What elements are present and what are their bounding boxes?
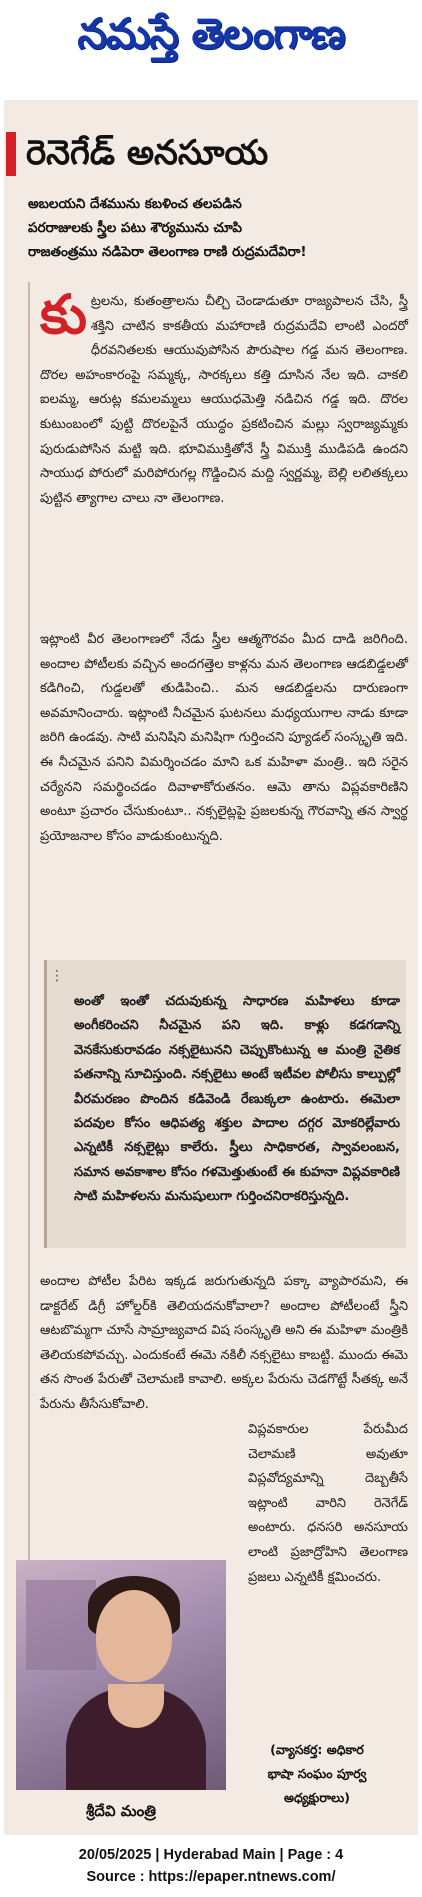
paragraph-1 bbox=[40, 283, 408, 511]
pull-quote-text: అంతో ఇంతో చదువుకున్న సాధారణ మహిళలు కూడా అంగీకరించని నీచమైన పని ఇది. కాళ్లు కడగడాన్ని వెనకేసుకురావడం నక్సలైటునని చెప్పుకొంటున్న ఆ మంత్రి నైతిక పతనాన్ని సూచిస్తుంది. నక్సలైటు అంటే ఇటీవల పోలీసు కాల్పుల్లో వీరమరణం పొందిన కడివెండి రేణుక్కలా ఉంటారు. ఈమెలా పదవుల కోసం ఆధిపత్య శక్తుల పాదాల దగ్గర మోకరిల్లేవారు ఎన్నటికీ నక్సలైట్లు కాలేరు. స్త్రీలు సాధికారత, స్వావలంబన, సమాన అవకాశాల కోసం గళమెత్తుతుంటే ఈ కుహనా విప్లవకారిణి సాటి మహిళలను మనుషులుగా గుర్తించనిరాకరిస్తున్నది. bbox=[74, 994, 400, 1205]
author-byline bbox=[226, 1738, 408, 1810]
author-photo bbox=[16, 1560, 226, 1790]
photo-background-shape bbox=[26, 1580, 96, 1670]
byline-line: భాషా సంఘం పూర్వ bbox=[267, 1766, 367, 1781]
paragraph-3: అందాల పోటీల పేరిట ఇక్కడ జరుగుతున్నది పక్కా వ్యాపారమని, ఈ డాక్టరేట్ డిగ్రీ హోల్డర్‌కి తెలియదనుకోవాలా? అందాల పోటీలంటే స్త్రీని ఆటబొమ్మగా చూసే సామ్రాజ్యవాద విష సంస్కృతి అని ఈ మహిళా మంత్రికి తెలియకపోవచ్చు. ఎందుకంటే ఈమె నకిలీ నక్సలైటు కాబట్టి. ముందు ఈమె తన సొంత పేరుతో చెలామణి కావాలి. అక్కల పేరును చెడగొట్టే సీతక్క అనే పేరును తీసేసుకోవాలి. bbox=[40, 1274, 408, 1412]
paragraph-1-text: ట్రలను, కుతంత్రాలను చీల్చి చెండాడుతూ రాజ్యపాలన చేసి, స్త్రీ శక్తిని చాటిన కాకతీయ మహారాణి రుద్రమదేవి లాంటి ఎందరో ధీరవనితలకు ఆయువుపోసిన పౌరుషాల గడ్డ మన తెలంగాణ. దొరల అహంకారంపై సమ్మక్క, సారక్కలు కత్తి దూసిన నేల ఇది. చాకలి ఐలమ్మ, ఆరుట్ల కమలమ్మలు ఆయుధమెత్తి నడిచిన గడ్డ ఇది. దొరల కుటుంబంలో పుట్టి దొరలపైనే యుద్ధం ప్రకటించిన మల్లు స్వరాజ్యమ్మకు పురుడుపోసిన మట్టి ఇది. భూవిముక్తితోనే స్త్రీ విముక్తి ముడిపడి ఉందని సాయుధ పోరులో మరిపోరుగల్ల గొడ్డించిన మద్ది స్వర్ణమ్మ, బెల్లి లలితక్కలు పుట్టిన త్యాగాల చాలు నా తెలంగాణ. bbox=[40, 294, 408, 506]
drop-cap: కు bbox=[40, 283, 87, 346]
intro-line: అబలయని దేశమును కబళించ తలపడిన bbox=[28, 196, 242, 212]
photo-caption: శ్రీదేవి మంత్రి bbox=[86, 1802, 156, 1820]
headline-accent-bar bbox=[6, 132, 16, 176]
paragraph-2: ఇట్లాంటి వీర తెలంగాణలో నేడు స్త్రీల ఆత్మగౌరవం మీద దాడి జరిగింది. అందాల పోటీలకు వచ్చిన అందగత్తెల కాళ్లను మన తెలంగాణ ఆడబిడ్డలతో కడిగించి, గుడ్డలతో తుడిపించి.. మన ఆడబిడ్డలను దారుణంగా అవమానించారు. ఇట్లాంటి నీచమైన ఘటనలు మధ్యయుగాల నాడు కూడా జరిగి ఉండవు. సాటి మనిషిని మనిషిగా గుర్తించని ప్యూడల్ సంస్కృతి ఇది. ఈ నీచమైన పనిని విమర్శించడం మాని ఒక మహిళా మంత్రి.. ఇది సరైన చర్యేనని సమర్థించడం దివాళాకోరుతనం. ఆమె తాను విప్లవకారిణిని అంటూ ప్రచారం చేసుకుంటూ.. నక్సలైట్లపై ప్రజలకున్న గౌరవాన్ని తన స్వార్థ ప్రయోజనాల కోసం వాడుకుంటున్నది. bbox=[40, 632, 408, 844]
paragraph-4-text: విప్లవకారుల పేరుమీద చెలామణి అవుతూ విప్లవోద్యమాన్ని దెబ్బతీసే ఇట్లాంటి వారిని రెనెగేడ్ అంటారు. ధనసరి అనసూయ లాంటి ప్రజాద్రోహిని తెలంగాణ ప్రజలు ఎన్నటికీ క్షమించరు. bbox=[248, 1422, 408, 1585]
footer-source: Source : https://epaper.ntnews.com/ bbox=[86, 1869, 336, 1885]
byline-line: అధ్యక్షురాలు) bbox=[284, 1790, 350, 1805]
masthead-logo: నమస్తే తెలంగాణ bbox=[77, 9, 345, 58]
quote-mark-icon: ⋮ bbox=[50, 968, 66, 984]
article-intro-verse bbox=[28, 192, 408, 264]
intro-line: రాజతంత్రము నడిపెరా తెలంగాణ రాణి రుద్రమదేవిరా! bbox=[28, 244, 307, 260]
column-rule bbox=[28, 282, 30, 1782]
intro-line: పరరాజులకు స్త్రీల పటు శౌర్యమును చూపి bbox=[28, 220, 242, 236]
footer-date-edition: 20/05/2025 | Hyderabad Main | Page : 4 bbox=[78, 1847, 344, 1863]
article-headline: రెనెగేడ్ అనసూయ bbox=[26, 133, 269, 173]
page-footer bbox=[0, 1840, 422, 1894]
photo-face bbox=[96, 1590, 172, 1682]
byline-line: (వ్యాసకర్త: అధికార bbox=[270, 1742, 364, 1757]
